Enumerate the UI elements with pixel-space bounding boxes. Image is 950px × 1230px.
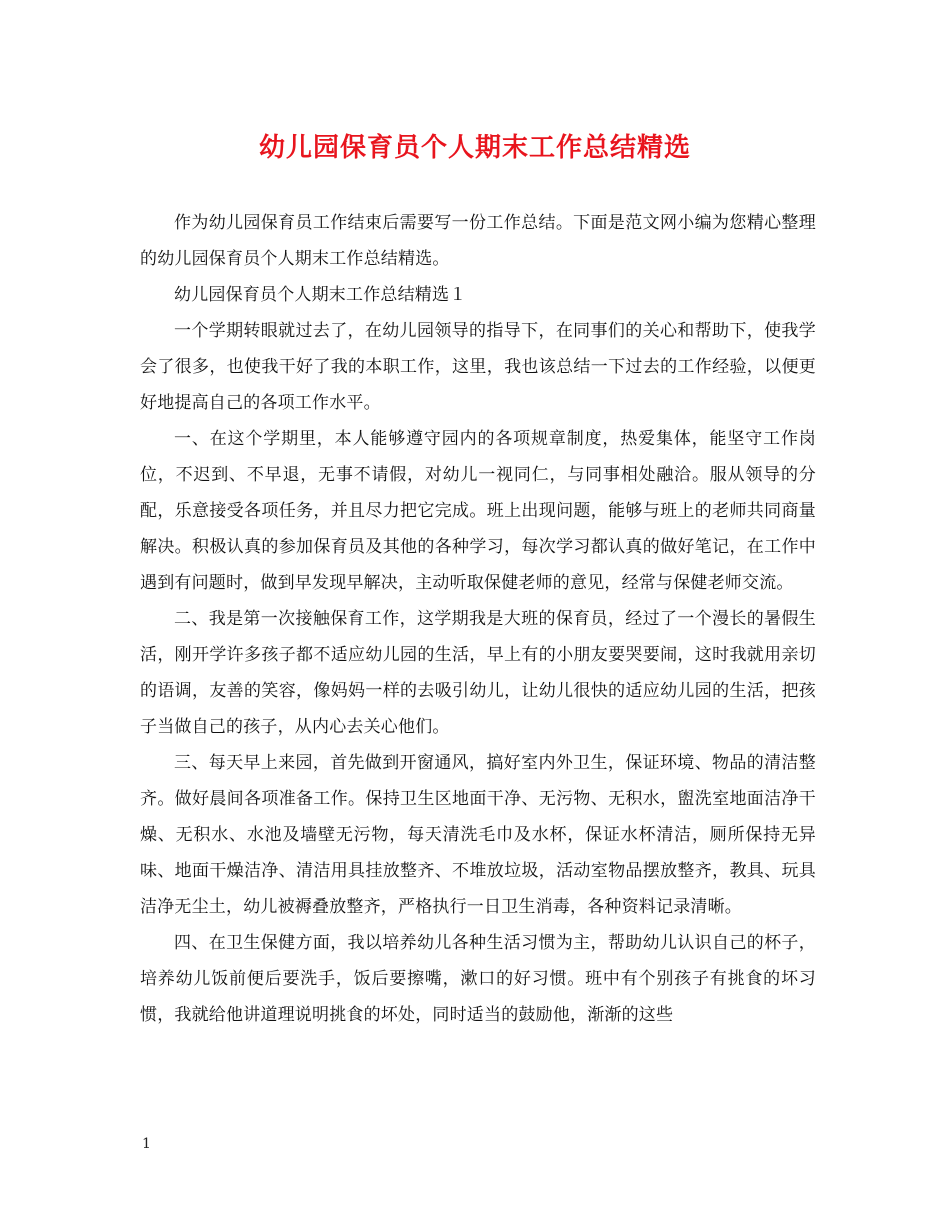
point-three-paragraph: 三、每天早上来园，首先做到开窗通风，搞好室内外卫生，保证环境、物品的清洁整齐。做好晨间各项准备工作。保持卫生区地面干净、无污物、无积水，盥洗室地面洁净干燥、无积水、水池及墙壁无污物，每天清洗毛巾及水杯，保证水杯清洁，厕所保持无异味、地面干燥洁净、清洁用具挂放整齐、不堆放垃圾，活动室物品摆放整齐，教具、玩具洁净无尘土，幼儿被褥叠放整齐，严格执行一日卫生消毒，各种资料记录清晰。	[140, 753, 816, 917]
point-two-paragraph: 二、我是第一次接触保育工作，这学期我是大班的保育员，经过了一个漫长的暑假生活，刚开学许多孩子都不适应幼儿园的生活，早上有的小朋友要哭要闹，这时我就用亲切的语调，友善的笑容，像妈妈一样的去吸引幼儿，让幼儿很快的适应幼儿园的生活，把孩子当做自己的孩子，从内心去关心他们。	[140, 609, 816, 737]
point-one-paragraph: 一、在这个学期里，本人能够遵守园内的各项规章制度，热爱集体，能坚守工作岗位，不迟到、不早退，无事不请假，对幼儿一视同仁，与同事相处融洽。服从领导的分配，乐意接受各项任务，并且尽力把它完成。班上出现问题，能够与班上的老师共同商量解决。积极认真的参加保育员及其他的各种学习，每次学习都认真的做好笔记，在工作中遇到有问题时，做到早发现早解决，主动听取保健老师的意见，经常与保健老师交流。	[140, 429, 816, 593]
section-heading: 幼儿园保育员个人期末工作总结精选１	[174, 285, 467, 305]
document-body	[140, 205, 816, 1033]
point-four-paragraph: 四、在卫生保健方面，我以培养幼儿各种生活习惯为主，帮助幼儿认识自己的杯子，培养幼儿饭前便后要洗手，饭后要擦嘴，漱口的好习惯。班中有个别孩子有挑食的坏习惯，我就给他讲道理说明挑食的坏处，同时适当的鼓励他，渐渐的这些	[140, 933, 816, 1025]
page-number: 1	[142, 1136, 151, 1152]
document-title: 幼儿园保育员个人期末工作总结精选	[258, 133, 691, 163]
opening-paragraph: 一个学期转眼就过去了，在幼儿园领导的指导下，在同事们的关心和帮助下，使我学会了很多，也使我干好了我的本职工作，这里，我也该总结一下过去的工作经验，以便更好地提高自己的各项工作水平。	[140, 321, 816, 413]
intro-paragraph: 作为幼儿园保育员工作结束后需要写一份工作总结。下面是范文网小编为您精心整理的幼儿园保育员个人期末工作总结精选。	[140, 213, 816, 269]
